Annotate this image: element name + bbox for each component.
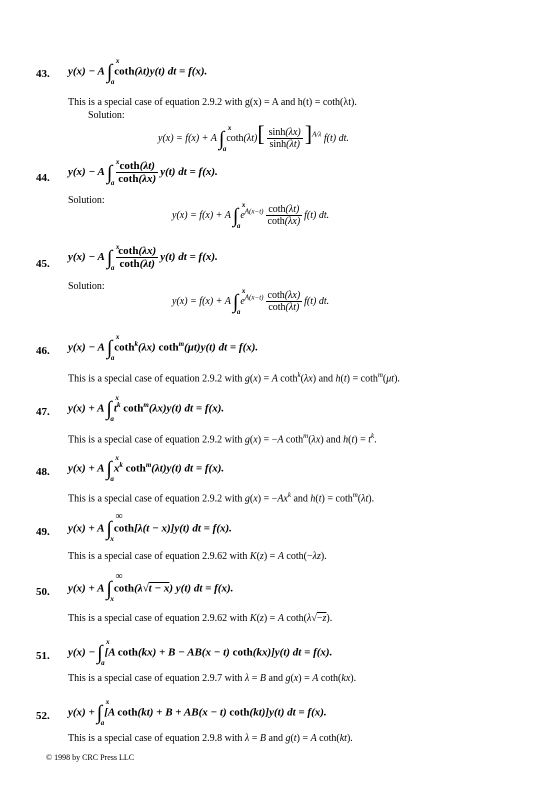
equation-number: 47. (36, 406, 50, 418)
equation-formula: y(x) − A ∫ x a coth(λt)y(t) dt = f(x). (68, 57, 208, 86)
equation-number: 48. (36, 466, 50, 478)
equation-formula: y(x) + A ∫ x a $x^k$ coth$^m$(λt)y(t) dt = f(x). (68, 454, 225, 483)
equation-formula: y(x) − A ∫ x a $\frac{\cot h(\lambda t)}{\cot h(\lambda x)}$ y(t) dt = f(x). (68, 157, 218, 187)
equation-number: 45. (36, 258, 50, 270)
equation-number: 49. (36, 526, 50, 538)
equation-number: 43. (36, 68, 50, 80)
equation-note: This is a special case of equation 2.9.2 with g(x) = −A coth$^m$(λx) and $h(t) = t^k$. (68, 432, 377, 446)
equation-note: This is a special case of equation 2.9.62 with K(z) = A coth(λ√−z). (68, 613, 333, 624)
equation-formula: y(x) − A ∫ x a coth$^k$(λx) coth$^m$(μt)y(t) dt = f(x). (68, 333, 259, 362)
equation-number: 52. (36, 710, 50, 722)
equation-note: This is a special case of equation 2.9.7 with λ = B and g(x) = A coth(kx). (68, 673, 357, 684)
equation-formula: y(x) + A ∫ x a $t^k$ coth$^m$(λx)y(t) dt = f(x). (68, 394, 225, 423)
solution-formula: y(x) = f(x) + A ∫ x a $e^{A(x-t)}$ $\frac{\cot h(\lambda x)}{\cot h(\lambda t)}$ f(t) dt. (172, 286, 330, 316)
equation-number: 46. (36, 345, 50, 357)
equation-formula: y(x) + A ∫ ∞ x coth[λ(t − x)]y(t) dt = f(x). (68, 511, 232, 543)
solution-formula: y(x) = f(x) + A ∫ x a coth(λt)[ $\frac{\sinh(\lambda x)}{\sinh(\lambda t)}$ ]$^{A/\lambda}$ f(t) dt. (158, 121, 349, 153)
equation-formula: y(x) − A ∫ x a $\frac{\cot h(\lambda x)}{\cot h(\lambda t)}$ y(t) dt = f(x). (68, 242, 218, 272)
equation-note: This is a special case of equation 2.9.2 with $g(x) = -Ax^k$ and h(t) = coth$^m$(λt). (68, 491, 375, 505)
solution-label: Solution: (88, 110, 125, 121)
equation-formula: y(x) − ∫ x a [A coth(kx) + B − AB(x − t) coth(kx)]y(t) dt = f(x). (68, 638, 333, 667)
solution-label: Solution: (68, 195, 105, 206)
solution-formula: y(x) = f(x) + A ∫ x a $e^{A(x-t)}$ $\frac{\cot h(\lambda t)}{\cot h(\lambda x)}$ f(t) dt. (172, 200, 330, 230)
equation-note: This is a special case of equation 2.9.62 with K(z) = A coth(−λz). (68, 551, 327, 562)
equation-formula: y(x) + A ∫ ∞ x coth(λ√t − x) y(t) dt = f(x). (68, 571, 234, 603)
equation-note: This is a special case of equation 2.9.8 with λ = B and g(t) = A coth(kt). (68, 733, 353, 744)
equation-number: 44. (36, 172, 50, 184)
equation-number: 50. (36, 586, 50, 598)
equation-note: This is a special case of equation 2.9.2 with g(x) = A and h(t) = coth(λt). (68, 97, 357, 108)
equation-note: This is a special case of equation 2.9.2 with g(x) = A coth$^k$(λx) and h(t) = coth$^m$(μt). (68, 371, 400, 385)
solution-label: Solution: (68, 281, 105, 292)
copyright-footer: © 1998 by CRC Press LLC (46, 753, 135, 762)
equation-formula: y(x) + ∫ x a [A coth(kt) + B + AB(x − t) coth(kt)]y(t) dt = f(x). (68, 698, 327, 727)
equation-number: 51. (36, 650, 50, 662)
